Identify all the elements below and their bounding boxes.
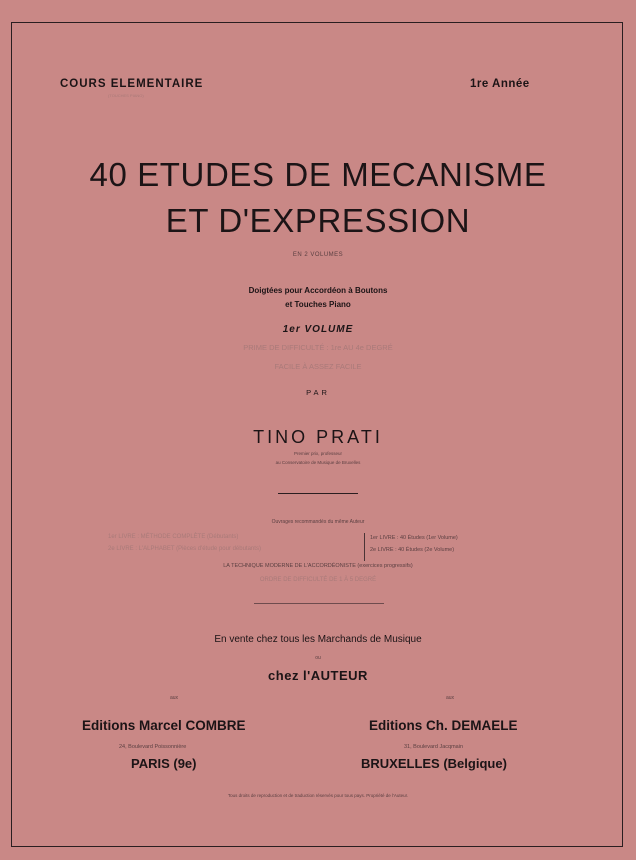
work-left-2: 2e LIVRE : L'ALPHABET (Pièces d'étude pour débutants) bbox=[108, 546, 261, 552]
difficulty-degree: PRIME DE DIFFICULTÉ : 1re AU 4e DEGRÉ bbox=[243, 343, 393, 352]
course-level: COURS ELEMENTAIRE bbox=[60, 78, 204, 90]
fingering-line-2: et Touches Piano bbox=[285, 300, 351, 309]
author-note-1: Premier prix, professeur bbox=[293, 451, 342, 456]
rights-footer: Tous droits de reproduction et de traduction réservés pour tous pays. Propriété de l'Auteur. bbox=[227, 793, 409, 798]
year-label: 1re Année bbox=[470, 78, 530, 90]
work-left-1: 1er LIVRE : MÉTHODE COMPLÈTE (Débutants) bbox=[108, 534, 239, 540]
publisher-left-city: PARIS (9e) bbox=[131, 756, 197, 771]
publisher-right-aux: aux bbox=[446, 695, 455, 701]
work-right-1: 1er LIVRE : 40 Études (1er Volume) bbox=[370, 535, 458, 541]
par-label: PAR bbox=[306, 388, 330, 397]
sales-line: En vente chez tous les Marchands de Musique bbox=[214, 634, 422, 645]
publisher-right-city: BRUXELLES (Belgique) bbox=[361, 756, 507, 771]
work-line-4: ORDRE DE DIFFICULTÉ DE 1 À 5 DEGRÉ bbox=[259, 577, 377, 583]
work-right-2: 2e LIVRE : 40 Études (2e Volume) bbox=[370, 547, 455, 553]
volumes-note: EN 2 VOLUMES bbox=[292, 252, 344, 258]
divider-1 bbox=[278, 493, 358, 494]
works-separator bbox=[364, 533, 365, 561]
sales-author: chez l'AUTEUR bbox=[268, 668, 368, 683]
course-sub: (TOUCHES PIANO) bbox=[108, 93, 144, 98]
publisher-left-address: 24, Boulevard Poissonnière bbox=[119, 744, 187, 750]
publisher-left-name: Editions Marcel COMBRE bbox=[82, 718, 246, 733]
sales-or: ou bbox=[315, 655, 321, 661]
work-line-3: LA TECHNIQUE MODERNE DE L'ACCORDÉONISTE (exercices progressifs) bbox=[223, 563, 413, 569]
publisher-right-address: 31, Boulevard Jacqmain bbox=[404, 744, 464, 750]
title-line-1: 40 ETUDES DE MECANISME bbox=[89, 156, 547, 193]
publisher-right-name: Editions Ch. DEMAELE bbox=[369, 718, 518, 733]
divider-2 bbox=[254, 603, 384, 604]
fingering-line-1: Doigtées pour Accordéon à Boutons bbox=[248, 286, 388, 295]
title-line-2: ET D'EXPRESSION bbox=[165, 202, 471, 239]
works-heading: Ouvrages recommandés du même Auteur bbox=[271, 519, 365, 525]
difficulty-level: FACILE À ASSEZ FACILE bbox=[274, 362, 362, 371]
publisher-left-aux: aux bbox=[170, 695, 179, 701]
author-name: TINO PRATI bbox=[253, 427, 383, 447]
volume-label: 1er VOLUME bbox=[282, 324, 354, 335]
author-note-2: au Conservatoire de Musique de Bruxelles bbox=[275, 460, 361, 465]
